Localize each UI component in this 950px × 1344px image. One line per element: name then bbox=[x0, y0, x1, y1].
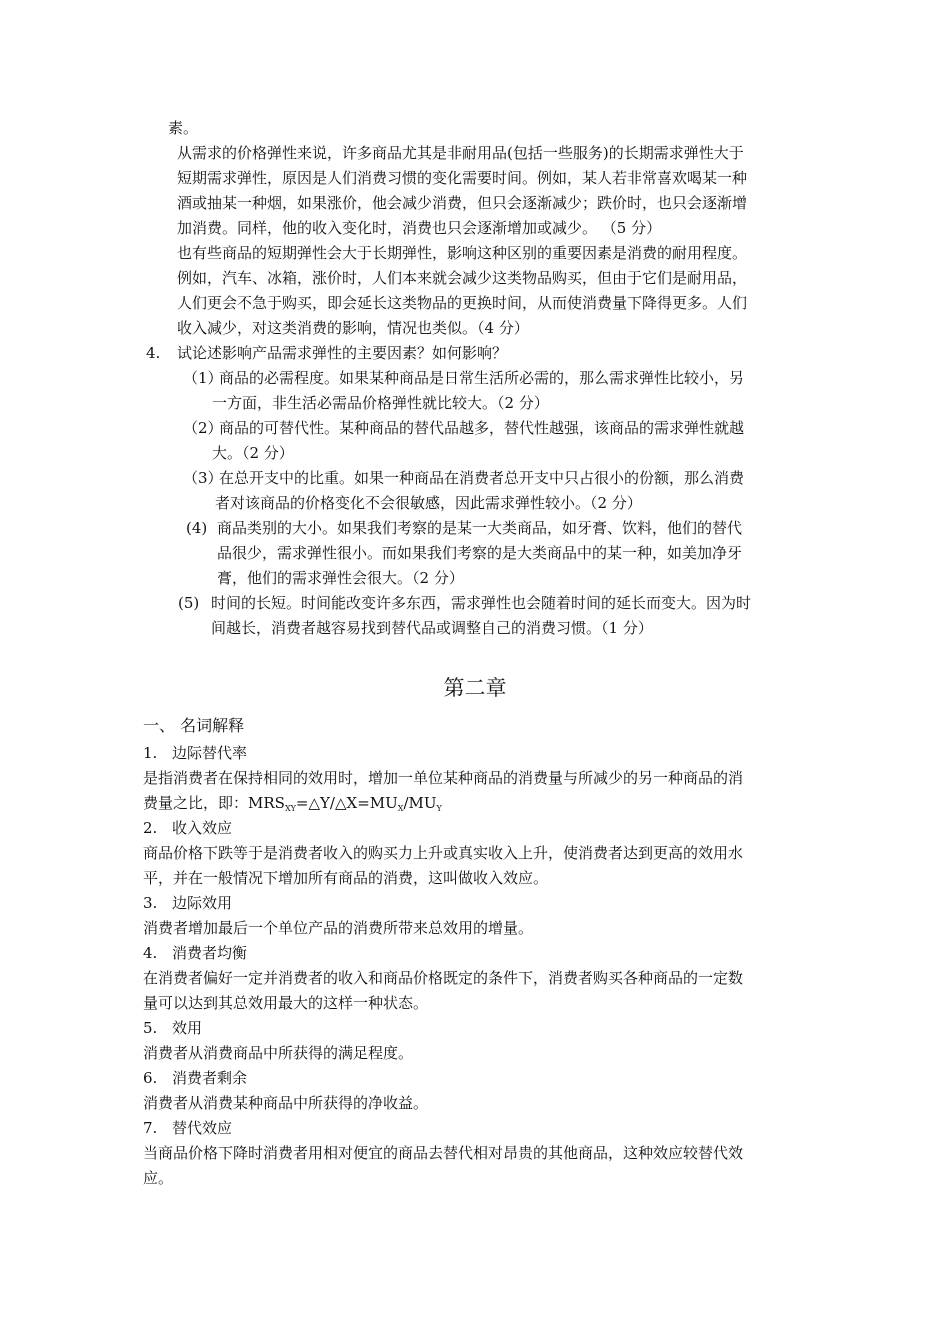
term-name: 消费者均衡 bbox=[172, 944, 248, 962]
term-number: 1. bbox=[143, 744, 158, 762]
term-definition: 量可以达到其总效用最大的这样一种状态。 bbox=[143, 994, 429, 1012]
item-label: （2） bbox=[183, 419, 223, 437]
paragraph-line: 也有些商品的短期弹性会大于长期弹性，影响这种区别的重要因素是消费的耐用程度。 bbox=[177, 244, 748, 262]
section-heading: 一、 名词解释 bbox=[143, 716, 245, 735]
item-line: 大。（2 分） bbox=[212, 444, 294, 462]
item-label: （1） bbox=[183, 369, 223, 387]
term-definition: 平，并在一般情况下增加所有商品的消费，这叫做收入效应。 bbox=[143, 869, 549, 887]
term-name: 边际替代率 bbox=[172, 744, 248, 762]
term-definition: 消费者从消费某种商品中所获得的净收益。 bbox=[143, 1094, 429, 1112]
question-text: 试论述影响产品需求弹性的主要因素？如何影响？ bbox=[177, 344, 508, 362]
paragraph-line: 例如，汽车、冰箱，涨价时，人们本来就会减少这类物品购买，但由于它们是耐用品， bbox=[177, 269, 748, 287]
subscript-x: X bbox=[397, 804, 404, 813]
term-number: 4. bbox=[143, 944, 158, 962]
term-number: 7. bbox=[143, 1119, 158, 1137]
term-definition: 是指消费者在保持相同的效用时，增加一单位某种商品的消费量与所减少的另一种商品的消 bbox=[143, 769, 744, 787]
chapter-title: 第二章 bbox=[443, 676, 507, 700]
item-label: (4) bbox=[186, 519, 208, 537]
term-name: 效用 bbox=[172, 1019, 203, 1037]
paragraph-line: 短期需求弹性，原因是人们消费习惯的变化需要时间。例如，某人若非常喜欢喝某一种 bbox=[177, 169, 748, 187]
item-line: 商品类别的大小。如果我们考察的是某一大类商品，如牙膏、饮料，他们的替代 bbox=[217, 519, 743, 537]
item-label: (5) bbox=[178, 594, 200, 612]
formula-prefix: 费量之比，即：MRS bbox=[143, 794, 285, 812]
term-number: 5. bbox=[143, 1019, 158, 1037]
paragraph-line: 酒或抽某一种烟，如果涨价，他会减少消费，但只会逐渐减少；跌价时，也只会逐渐增 bbox=[177, 194, 748, 212]
term-name: 替代效应 bbox=[172, 1119, 233, 1137]
subscript-xy: XY bbox=[284, 804, 296, 813]
term-definition: 消费者增加最后一个单位产品的消费所带来总效用的增量。 bbox=[143, 919, 534, 937]
term-name: 收入效应 bbox=[172, 819, 233, 837]
term-number: 3. bbox=[143, 894, 158, 912]
term-number: 6. bbox=[143, 1069, 158, 1087]
formula-slash: /MU bbox=[403, 794, 437, 812]
formula-mid: =△Y/△X=MU bbox=[295, 794, 398, 812]
question-number: 4. bbox=[146, 344, 161, 362]
term-definition: 当商品价格下降时消费者用相对便宜的商品去替代相对昂贵的其他商品，这种效应较替代效 bbox=[143, 1144, 744, 1162]
term-definition: 应。 bbox=[143, 1169, 174, 1187]
term-definition: 商品价格下跌等于是消费者收入的购买力上升或真实收入上升，使消费者达到更高的效用水 bbox=[143, 844, 744, 862]
term-definition: 在消费者偏好一定并消费者的收入和商品价格既定的条件下，消费者购买各种商品的一定数 bbox=[143, 969, 744, 987]
term-number: 2. bbox=[143, 819, 158, 837]
term-name: 边际效用 bbox=[172, 894, 233, 912]
paragraph-line: 加消费。同样，他的收入变化时，消费也只会逐渐增加或减少。 （5 分） bbox=[177, 219, 662, 237]
item-line: 一方面，非生活必需品价格弹性就比较大。（2 分） bbox=[212, 394, 549, 412]
term-definition-formula bbox=[143, 793, 442, 819]
paragraph-line: 收入减少，对这类消费的影响，情况也类似。（4 分） bbox=[177, 319, 529, 337]
paragraph-line: 从需求的价格弹性来说，许多商品尤其是非耐用品(包括一些服务)的长期需求弹性大于 bbox=[177, 144, 744, 162]
item-line: 在总开支中的比重。如果一种商品在消费者总开支中只占很小的份额，那么消费 bbox=[219, 469, 745, 487]
item-line: 商品的必需程度。如果某种商品是日常生活所必需的，那么需求弹性比较小，另 bbox=[219, 369, 745, 387]
item-line: 时间的长短。时间能改变许多东西，需求弹性也会随着时间的延长而变大。因为时 bbox=[211, 594, 752, 612]
paragraph-line: 人们更会不急于购买，即会延长这类物品的更换时间，从而使消费量下降得更多。人们 bbox=[177, 294, 748, 312]
term-name: 消费者剩余 bbox=[172, 1069, 248, 1087]
term-definition: 消费者从消费商品中所获得的满足程度。 bbox=[143, 1044, 414, 1062]
item-line: 者对该商品的价格变化不会很敏感，因此需求弹性较小。（2 分） bbox=[215, 494, 642, 512]
item-line: 间越长，消费者越容易找到替代品或调整自己的消费习惯。（1 分） bbox=[211, 619, 653, 637]
item-line: 膏，他们的需求弹性会很大。（2 分） bbox=[217, 569, 464, 587]
subscript-y: Y bbox=[436, 804, 442, 813]
lead-text: 素。 bbox=[168, 119, 199, 137]
item-line: 商品的可替代性。某种商品的替代品越多，替代性越强，该商品的需求弹性就越 bbox=[219, 419, 745, 437]
item-line: 品很少，需求弹性很小。而如果我们考察的是大类商品中的某一种，如美加净牙 bbox=[217, 544, 743, 562]
item-label: （3） bbox=[183, 469, 223, 487]
